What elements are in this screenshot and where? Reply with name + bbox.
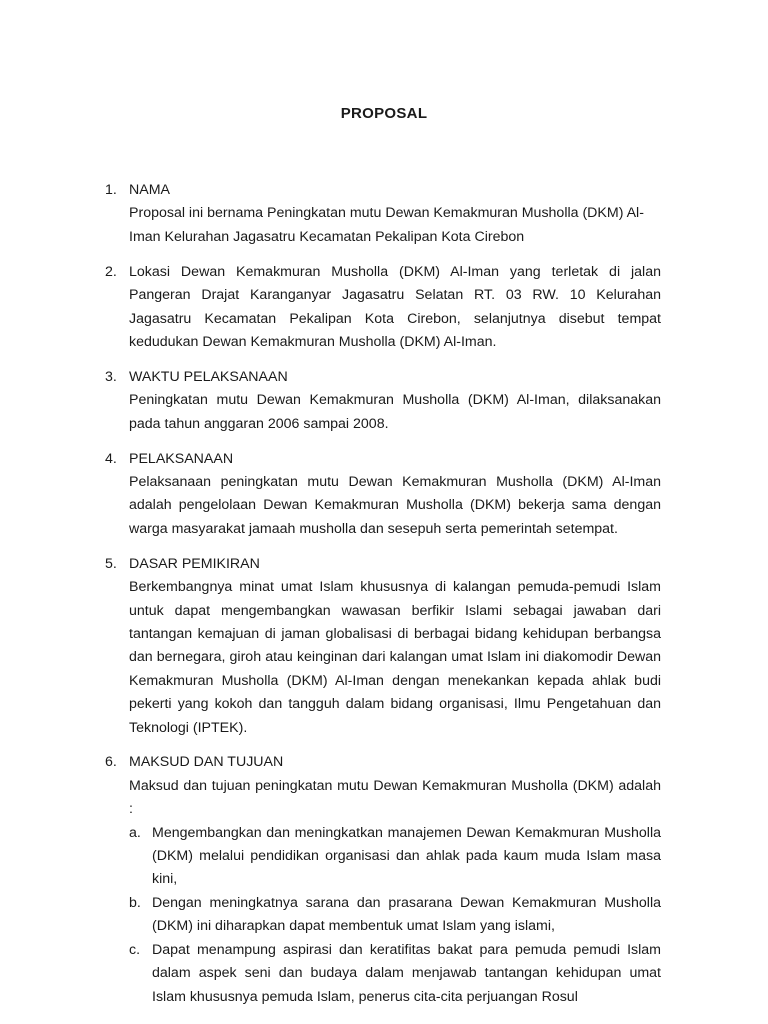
list-item-nama [105, 179, 661, 249]
item-paragraph: Lokasi Dewan Kemakmuran Musholla (DKM) Al-Iman yang terletak di jalan Pangeran Drajat Karanganyar Jagasatru Selatan RT. 03 RW. 10 Kelurahan Jagasatru Kecamatan Pekalipan Kota Cirebon, selanjutnya disebut tempat kedudukan Dewan Kemakmuran Musholla (DKM) Al-Iman. [129, 263, 661, 350]
document-title: PROPOSAL [340, 105, 428, 122]
sub-list-item [129, 892, 661, 939]
sub-list-item [129, 939, 661, 1009]
item-heading: PELAKSANAAN [129, 450, 234, 467]
sub-item-letter: a. [129, 824, 141, 841]
sub-item-letter: b. [129, 894, 141, 911]
item-heading: WAKTU PELAKSANAAN [129, 368, 288, 385]
item-heading: NAMA [129, 182, 170, 198]
item-paragraph: Pelaksanaan peningkatan mutu Dewan Kemakmuran Musholla (DKM) Al-Iman adalah pengelolaan Dewan Kemakmuran Musholla (DKM) bekerja sama dengan warga masyarakat jamaah musholla dan sesepuh serta pemerintah setempat. [129, 473, 661, 537]
sub-item-letter: c. [129, 941, 141, 958]
list-item-dasar-pemikiran [105, 553, 661, 740]
item-number: 3. [105, 368, 117, 385]
sub-list [129, 822, 661, 1009]
item-heading: MAKSUD DAN TUJUAN [129, 754, 284, 771]
item-heading: DASAR PEMIKIRAN [129, 555, 260, 572]
list-item-maksud-dan-tujuan [105, 751, 661, 1008]
sub-list-item [129, 822, 661, 892]
item-number: 5. [105, 555, 117, 572]
item-number: 1. [105, 182, 117, 198]
list-item-pelaksanaan [105, 448, 661, 542]
list-item-lokasi [105, 261, 661, 355]
item-paragraph: Maksud dan tujuan peningkatan mutu Dewan Kemakmuran Musholla (DKM) adalah : [129, 777, 661, 818]
item-paragraph: Proposal ini bernama Peningkatan mutu Dewan Kemakmuran Musholla (DKM) Al-Iman Kelurahan Jagasatru Kecamatan Pekalipan Kota Cirebon [129, 205, 644, 245]
item-paragraph: Peningkatan mutu Dewan Kemakmuran Musholla (DKM) Al-Iman, dilaksanakan pada tahun anggaran 2006 sampai 2008. [129, 392, 661, 432]
item-number: 2. [105, 263, 117, 280]
item-paragraph: Berkembangnya minat umat Islam khususnya di kalangan pemuda-pemudi Islam untuk dapat mengembangkan wawasan berfikir Islami sebagai jawaban dari tantangan kemajuan di jaman globalisasi di berbagai bidang kehidupan berbangsa dan bernegara, giroh atau keinginan dari kalangan umat Islam ini diakomodir Dewan Kemakmuran Musholla (DKM) Al-Iman dengan menekankan kepada ahlak budi pekerti yang kokoh dan tangguh dalam bidang organisasi, Ilmu Pengetahuan dan Teknologi (IPTEK). [129, 579, 661, 736]
sub-item-text: Dapat menampung aspirasi dan keratifitas bakat para pemuda pemudi Islam dalam aspek seni dan budaya dalam menjawab tantangan kehidupan umat Islam khususnya pemuda Islam, penerus cita-cita perjuangan Rosul [152, 941, 661, 1005]
item-number: 6. [105, 754, 117, 771]
sub-item-text: Dengan meningkatnya sarana dan prasarana Dewan Kemakmuran Musholla (DKM) ini diharapkan dapat membentuk umat Islam yang islami, [152, 894, 661, 935]
numbered-list [105, 179, 661, 1009]
list-item-waktu-pelaksanaan [105, 366, 661, 436]
sub-item-text: Mengembangkan dan meningkatkan manajemen Dewan Kemakmuran Musholla (DKM) melalui pendidikan organisasi dan ahlak pada kaum muda Islam masa kini, [152, 824, 661, 888]
item-number: 4. [105, 450, 117, 467]
